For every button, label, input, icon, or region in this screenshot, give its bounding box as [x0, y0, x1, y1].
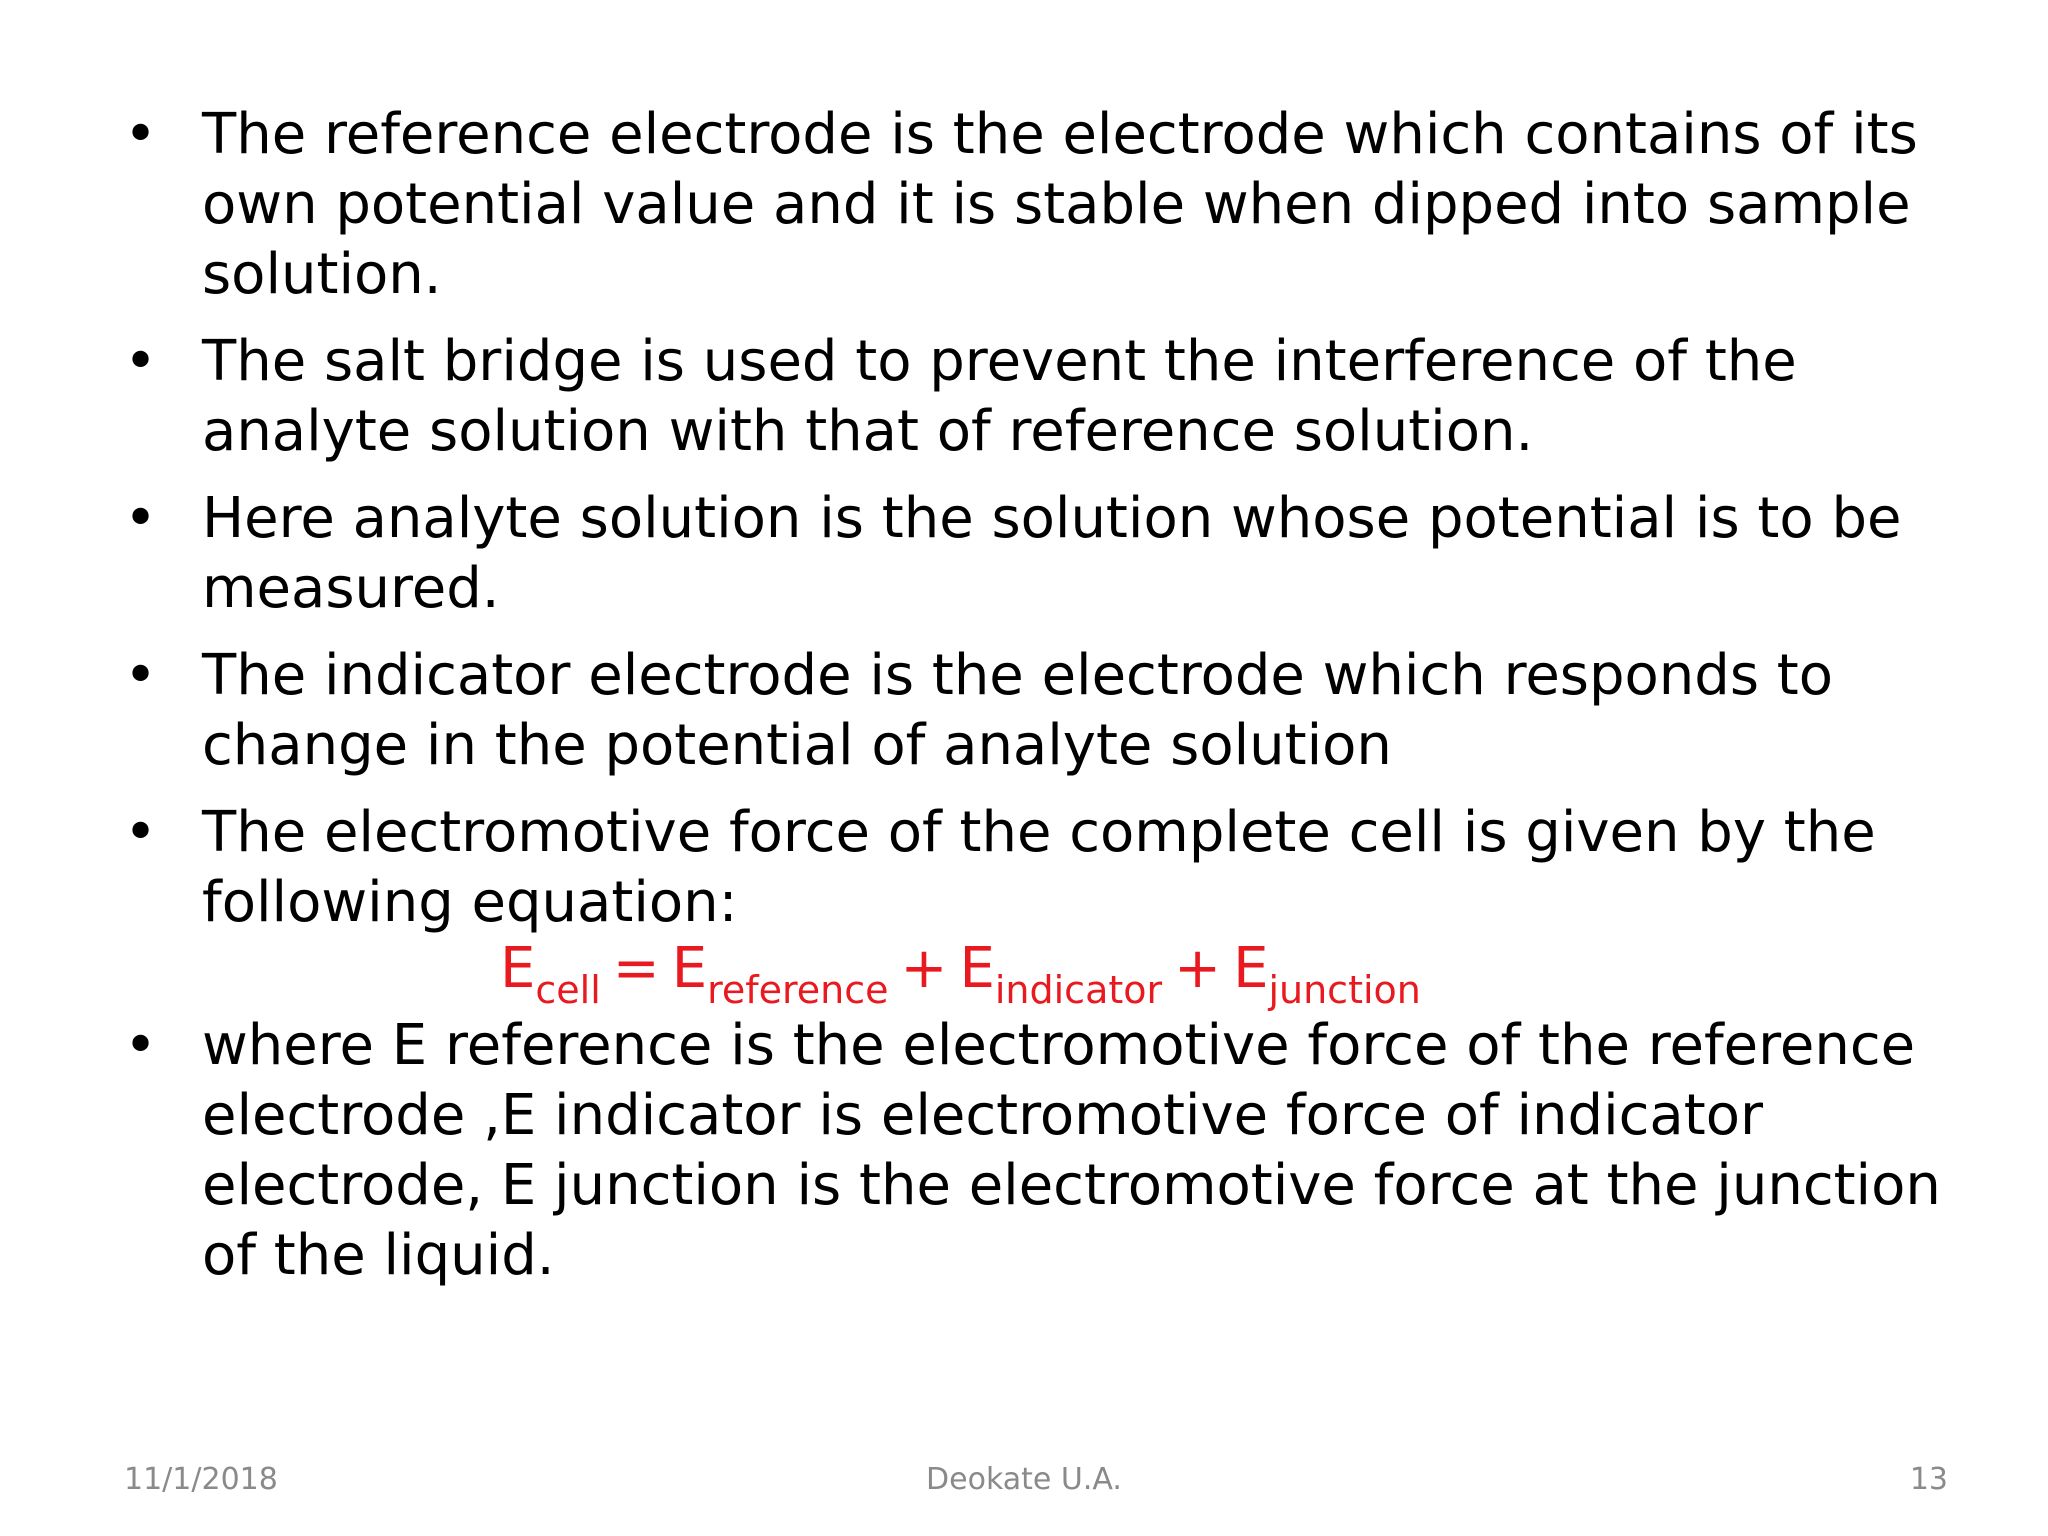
- bullet-text: The indicator electrode is the electrode which responds to change in the potential of analyte solution: [202, 643, 1834, 778]
- equation-plus-1: +: [900, 936, 948, 1001]
- bullet-icon: •: [124, 643, 158, 708]
- bullet-text: The electromotive force of the complete cell is given by the following equation:: [202, 800, 1876, 935]
- equation-term1-sub: reference: [707, 968, 889, 1012]
- bullet-icon: •: [124, 486, 158, 551]
- footer-date: 11/1/2018: [124, 1462, 278, 1497]
- equation-equals: =: [612, 936, 660, 1001]
- slide-body: [118, 100, 1978, 1308]
- bullet-icon: •: [124, 800, 158, 865]
- equation-term3-base: E: [1233, 936, 1269, 1001]
- bullet-icon: •: [124, 102, 158, 167]
- bullet-text: Here analyte solution is the solution whose potential is to be measured.: [202, 486, 1902, 621]
- bullet-indicator-electrode: [118, 641, 1978, 781]
- bullet-text: The reference electrode is the electrode which contains of its own potential value and it is stable when dipped into sample solution.: [202, 102, 1918, 307]
- cell-emf-equation: [118, 936, 1978, 1012]
- equation-plus-2: +: [1174, 936, 1222, 1001]
- bullet-analyte-solution: [118, 484, 1978, 624]
- bullet-electromotive-force: [118, 798, 1978, 938]
- bullet-list: [118, 100, 1978, 938]
- footer-author: Deokate U.A.: [926, 1462, 1122, 1497]
- footer-page-number: 13: [1909, 1462, 1948, 1497]
- bullet-text: where E reference is the electromotive force of the reference electrode ,E indicator is electromotive force of indicator electrode, E junction is the electromotive force at the junction of the liquid.: [202, 1013, 1941, 1288]
- equation-term2-base: E: [959, 936, 995, 1001]
- bullet-text: The salt bridge is used to prevent the interference of the analyte solution with that of reference solution.: [202, 329, 1797, 464]
- equation-term2-sub: indicator: [994, 968, 1163, 1012]
- bullet-reference-electrode: [118, 100, 1978, 310]
- equation-term3-sub: junction: [1268, 968, 1421, 1012]
- bullet-list-after: [118, 1011, 1978, 1291]
- bullet-icon: •: [124, 329, 158, 394]
- equation-term1-base: E: [671, 936, 708, 1001]
- equation-lhs-base: E: [500, 936, 536, 1001]
- bullet-icon: •: [124, 1013, 158, 1078]
- bullet-salt-bridge: [118, 327, 1978, 467]
- equation-lhs-sub: cell: [535, 968, 601, 1012]
- bullet-where-definitions: [118, 1011, 1978, 1291]
